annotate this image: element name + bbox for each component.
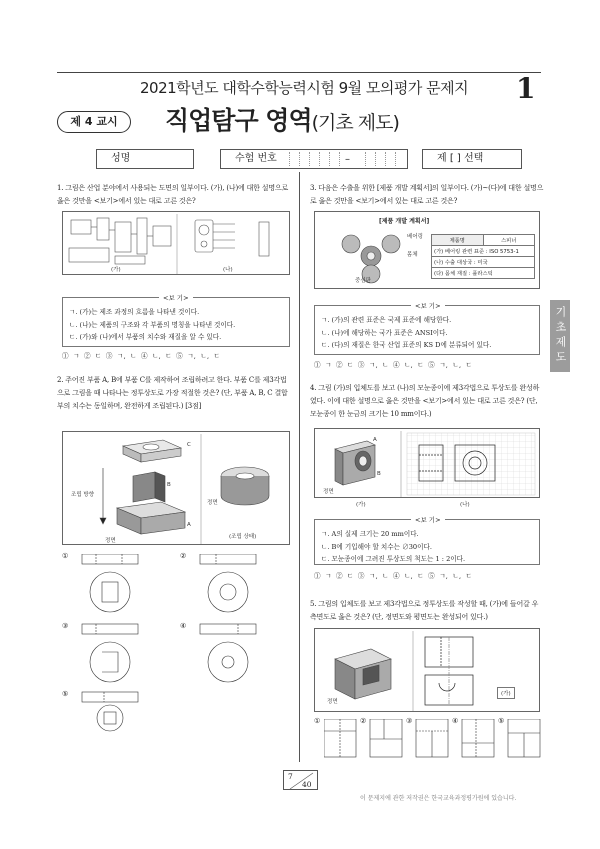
question-2-text: 2. 주어진 부품 A, B에 부품 C를 제작하여 조립하려고 한다. 부품 C를 제3각법으로 그림을 때 나타나는 정투상도로 가장 적절한 것은? (단, 부품 A, B, C 결합부의 치수는 동일하며, 완전하게 조립된다.) [3점] — [57, 376, 288, 410]
q3-table-row: (나) 수출 대상국 : 미국 — [432, 257, 535, 268]
q2-choice-5[interactable]: ⑤ — [62, 690, 69, 698]
digit-cell — [311, 152, 320, 166]
question-3-choices[interactable]: ① ㄱ ② ㄷ ③ ㄱ, ㄴ ④ ㄴ, ㄷ ⑤ ㄱ, ㄴ, ㄷ — [314, 361, 473, 369]
q2-label-c: C — [187, 442, 191, 448]
question-1-bogi — [62, 294, 290, 347]
q3-table-head: 제품명 — [432, 235, 484, 246]
info-bar — [96, 149, 522, 169]
q5-drawing — [315, 629, 541, 713]
q3-bearing-label: 베어링 — [407, 234, 423, 240]
question-5-text: 5. 그림의 입체도를 보고 제3각법으로 정투상도를 작성할 때, (가)에 들어갈 우측면도로 옳은 것은? (단, 정면도와 평면도는 완성되어 있다.) — [310, 600, 539, 621]
page-counter — [283, 770, 318, 790]
q5-choice-2[interactable]: ② — [360, 717, 367, 725]
question-1-choices[interactable]: ① ㄱ ② ㄷ ③ ㄱ, ㄴ ④ ㄴ, ㄷ ⑤ ㄱ, ㄴ, ㄷ — [62, 352, 221, 360]
subject-title — [165, 101, 399, 137]
q4-label-a: A — [373, 437, 377, 443]
q5-front-label: 정면 — [327, 699, 338, 705]
q2-assembled-label: (조립 상태) — [229, 534, 257, 540]
question-3-text: 3. 다음은 수출을 위한 [제품 개발 계획서]의 일부이다. (가)~(다)에 대한 설명으로 옳은 것만을 <보기>에서 있는 대로 고른 것은? — [310, 184, 544, 205]
q3-center-label: 중심판 — [355, 278, 371, 284]
current-page: 7 — [288, 772, 293, 781]
question-5-choices — [314, 717, 542, 761]
bogi-item: ㄴ. (나)는 제품의 구조와 각 부품의 명칭을 나타낸 것이다. — [69, 320, 236, 329]
q5-blank-box: (가) — [497, 687, 515, 699]
q3-plan-title: [제품 개발 계획서] — [379, 218, 430, 225]
digit-cell — [291, 152, 300, 166]
question-5-figure — [314, 628, 540, 712]
digit-cell — [321, 152, 330, 166]
bogi-item: ㄱ. (가)는 제조 과정의 흐름을 나타낸 것이다. — [69, 308, 200, 316]
q3-table-row: (가) 베어링 관련 표준 : ISO 5753-1 — [432, 246, 535, 257]
digit-cell — [301, 152, 310, 166]
bogi-item: ㄱ. A의 실제 크기는 20 mm이다. — [321, 530, 419, 538]
bogi-item: ㄷ. 모눈종이에 그려진 투상도의 척도는 1 : 2이다. — [321, 555, 466, 563]
subject-main: 직업탐구 영역 — [165, 106, 312, 135]
q2-choice-drawings — [76, 554, 296, 732]
q3-table-head: 스피너 — [483, 235, 535, 246]
q3-table-row: (다) 몸체 재질 : 플라스틱 — [432, 268, 535, 279]
q1-fig-a-label: (가) — [111, 267, 121, 273]
bogi-item: ㄷ. (가)와 (나)에서 부품의 치수와 재질을 알 수 있다. — [69, 333, 222, 341]
q4-drawing — [315, 429, 541, 499]
q2-drawing — [63, 432, 291, 546]
subject-sub: (기초 제도) — [311, 112, 399, 134]
bogi-item: ㄱ. (가)의 관련 표준은 국제 표준에 해당한다. — [321, 316, 452, 324]
dash-glyph: – — [345, 154, 350, 165]
q4-front-label: 정면 — [323, 489, 334, 495]
question-3-figure — [314, 211, 540, 289]
q2-choice-2[interactable]: ② — [180, 552, 187, 560]
digit-cell — [377, 152, 386, 166]
header-divider — [57, 72, 541, 73]
question-2-figure — [62, 431, 290, 545]
q4-label-b: B — [377, 471, 381, 477]
column-divider — [299, 172, 300, 762]
q2-assembly-direction: 조립 방향 — [71, 492, 95, 498]
total-pages: 40 — [302, 780, 312, 789]
question-2-choices — [62, 552, 292, 732]
bogi-item: ㄴ. B에 기입해야 할 치수는 ∅30이다. — [321, 542, 432, 551]
q2-choice-4[interactable]: ④ — [180, 622, 187, 630]
q2-front-label-2: 정면 — [207, 500, 218, 506]
selection-field[interactable] — [422, 149, 522, 169]
q2-choice-1[interactable]: ① — [62, 552, 69, 560]
q3-body-label: 몸체 — [407, 252, 418, 258]
bogi-title: <보 기> — [159, 292, 193, 305]
digit-cell — [387, 152, 396, 166]
digit-cell — [357, 152, 366, 166]
q2-front-label: 정면 — [105, 538, 116, 544]
page-number: 1 — [516, 72, 536, 105]
q5-choice-3[interactable]: ③ — [406, 717, 413, 725]
bogi-title: <보 기> — [411, 514, 445, 527]
exam-title: 2021학년도 대학수학능력시험 9월 모의평가 문제지 — [140, 79, 469, 97]
name-field[interactable] — [96, 149, 194, 169]
name-label: 성명 — [111, 153, 131, 164]
q2-choice-3[interactable]: ③ — [62, 622, 69, 630]
q1-drawing — [63, 212, 291, 276]
question-4-bogi — [314, 516, 540, 565]
q2-label-b: B — [167, 482, 171, 488]
question-1-text: 1. 그림은 산업 분야에서 사용되는 도면의 일부이다. (가), (나)에 대한 설명으로 옳은 것만을 <보기>에서 있는 대로 고른 것은? — [57, 184, 289, 205]
q4-fig-b-label: (나) — [460, 502, 470, 508]
q1-fig-b-label: (나) — [223, 267, 233, 273]
question-4-choices[interactable]: ① ㄱ ② ㄷ ③ ㄱ, ㄴ ④ ㄴ, ㄷ ⑤ ㄱ, ㄴ, ㄷ — [314, 572, 473, 580]
exam-number-field[interactable] — [220, 149, 408, 169]
bogi-item: ㄴ. (나)에 해당하는 국가 표준은 ANSI이다. — [321, 328, 448, 337]
question-1-figure — [62, 211, 290, 275]
exam-number-label: 수험 번호 — [235, 153, 277, 164]
subject-side-tab: 기초제도 — [550, 300, 570, 372]
bogi-item: ㄷ. (다)의 재질은 한국 산업 표준의 KS D에 분류되어 있다. — [321, 341, 492, 349]
selection-label: 제 [ ] 선택 — [437, 153, 484, 164]
q5-choice-drawings — [324, 719, 542, 759]
copyright-notice: 이 문제지에 관한 저작권은 한국교육과정평가원에 있습니다. — [360, 795, 517, 802]
digit-cell — [281, 152, 290, 166]
question-4-text: 4. 그림 (가)의 입체도를 보고 (나)의 모눈종이에 제3각법으로 투상도를 완성하였다. 이에 대한 설명으로 옳은 것만을 <보기>에서 있는 대로 고른 것은? (단, 모눈종이 한 눈금의 크기는 10 mm이다.) — [310, 384, 540, 418]
bogi-title: <보 기> — [411, 300, 445, 313]
period-badge: 제 4 교시 — [57, 111, 131, 133]
q3-spec-table — [431, 234, 535, 279]
digit-cell — [331, 152, 340, 166]
q2-label-a: A — [187, 522, 191, 528]
q5-choice-4[interactable]: ④ — [452, 717, 459, 725]
question-4-figure — [314, 428, 540, 498]
q3-spinner-drawing — [321, 226, 421, 286]
q5-choice-5[interactable]: ⑤ — [498, 717, 505, 725]
q4-fig-a-label: (가) — [356, 502, 366, 508]
digit-cell — [367, 152, 376, 166]
question-3-bogi — [314, 302, 540, 355]
q5-choice-1[interactable]: ① — [314, 717, 321, 725]
